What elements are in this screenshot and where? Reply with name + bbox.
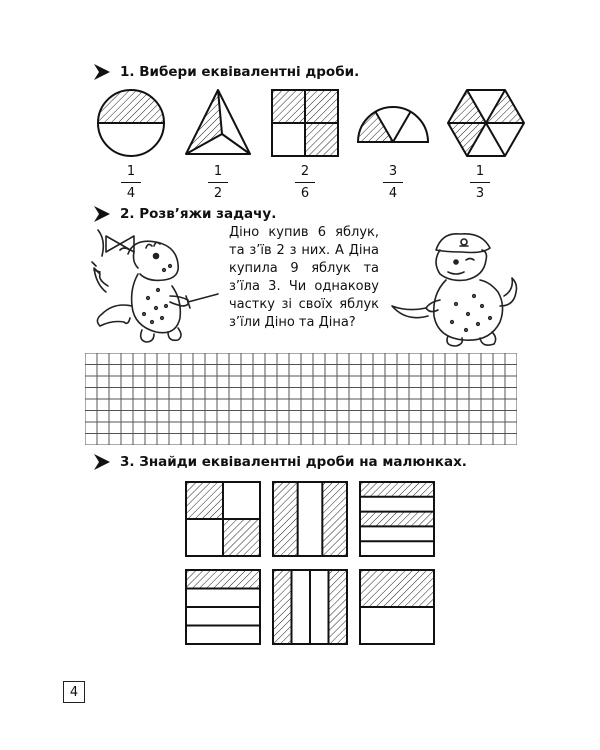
arrow-marker-icon <box>92 452 112 472</box>
fraction-2 <box>206 164 230 201</box>
fraction-bar <box>121 182 141 183</box>
fraction-numerator: 1 <box>213 164 223 179</box>
arrow-marker-icon <box>92 204 112 224</box>
arrow-marker-icon <box>92 62 112 82</box>
shape-semicircle-sectors[interactable] <box>356 104 430 144</box>
fraction-denominator: 4 <box>388 186 398 201</box>
fraction-denominator: 3 <box>475 186 485 201</box>
fraction-denominator: 4 <box>126 186 136 201</box>
task2-heading <box>92 204 276 224</box>
fraction-denominator: 6 <box>300 186 310 201</box>
shape-hexagon-sixths[interactable] <box>446 86 526 160</box>
fraction-bar <box>470 182 490 183</box>
shape-triangle-split[interactable] <box>184 88 252 156</box>
dinosaur-with-sword-illustration <box>84 222 224 346</box>
pirate-dinosaur-illustration <box>390 226 530 350</box>
fraction-numerator: 1 <box>475 164 485 179</box>
task3-heading <box>92 452 467 472</box>
square-quarters-two-shaded[interactable] <box>184 480 262 558</box>
square-halves-one-shaded[interactable] <box>358 568 436 646</box>
fraction-bar <box>383 182 403 183</box>
fraction-numerator: 3 <box>388 164 398 179</box>
square-vertical-quarters-two-shaded[interactable] <box>271 568 349 646</box>
fraction-1 <box>119 164 143 201</box>
fraction-denominator: 2 <box>213 186 223 201</box>
fraction-5 <box>468 164 492 201</box>
fraction-bar <box>208 182 228 183</box>
square-horizontal-quarters-one-shaded[interactable] <box>184 568 262 646</box>
answer-grid[interactable] <box>85 353 517 445</box>
task2-title: 2. Розв’яжи задачу. <box>120 206 277 222</box>
task3-title: 3. Знайди еквівалентні дроби на малюнках. <box>120 454 467 470</box>
fraction-numerator: 1 <box>126 164 136 179</box>
fraction-4 <box>381 164 405 201</box>
fraction-numerator: 2 <box>300 164 310 179</box>
shape-circle-half[interactable] <box>96 88 166 158</box>
fraction-bar <box>295 182 315 183</box>
task1-title: 1. Вибери еквівалентні дроби. <box>120 64 360 80</box>
page-number: 4 <box>63 681 85 703</box>
shape-square-quarters[interactable] <box>270 88 340 158</box>
problem-text: Діно купив 6 яблук, та з’їв 2 з них. А Діна купила 9 яблук та з’їла 3. Чи однакову частку зі своїх яблук з’їли Діно та Діна? <box>229 225 379 330</box>
square-horizontal-fifths-two-shaded[interactable] <box>358 480 436 558</box>
square-vertical-thirds-two-shaded[interactable] <box>271 480 349 558</box>
task1-heading <box>92 62 359 82</box>
fraction-3 <box>293 164 317 201</box>
